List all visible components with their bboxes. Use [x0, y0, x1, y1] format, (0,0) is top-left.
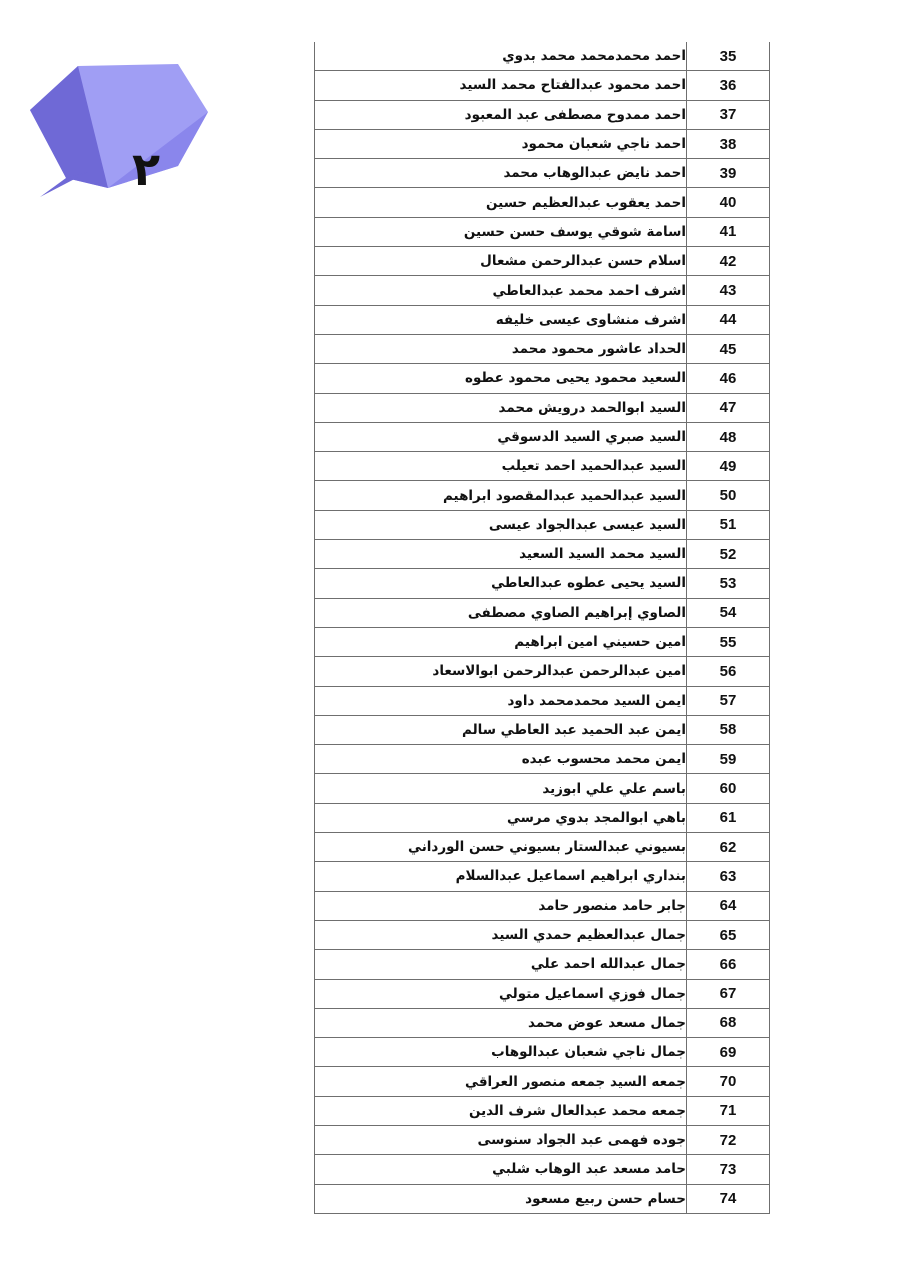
row-name: جمال عبدالله احمد علي — [315, 950, 687, 979]
row-name: جمعه السيد جمعه منصور العراقي — [315, 1067, 687, 1096]
table-row — [315, 217, 770, 246]
row-name: احمد نايض عبدالوهاب محمد — [315, 159, 687, 188]
speech-bubble-icon — [28, 60, 212, 200]
row-name: السعيد محمود يحيى محمود عطوه — [315, 364, 687, 393]
table-row — [315, 188, 770, 217]
row-number: 55 — [687, 627, 770, 656]
row-number: 71 — [687, 1096, 770, 1125]
table-row — [315, 979, 770, 1008]
table-row — [315, 100, 770, 129]
row-name: امين حسيني امين ابراهيم — [315, 627, 687, 656]
table-row — [315, 1125, 770, 1154]
table-row — [315, 774, 770, 803]
row-number: 56 — [687, 657, 770, 686]
row-name: جمال عبدالعظيم حمدي السيد — [315, 920, 687, 949]
table-row — [315, 452, 770, 481]
row-number: 61 — [687, 803, 770, 832]
table-row — [315, 334, 770, 363]
table-row — [315, 540, 770, 569]
row-name: حسام حسن ربيع مسعود — [315, 1184, 687, 1213]
row-name: السيد صبري السيد الدسوقي — [315, 422, 687, 451]
row-number: 51 — [687, 510, 770, 539]
row-number: 50 — [687, 481, 770, 510]
row-name: السيد ابوالحمد درويش محمد — [315, 393, 687, 422]
row-name: اسلام حسن عبدالرحمن مشعال — [315, 247, 687, 276]
row-name: احمد يعقوب عبدالعظيم حسين — [315, 188, 687, 217]
row-number: 37 — [687, 100, 770, 129]
row-number: 43 — [687, 276, 770, 305]
names-table — [314, 42, 770, 1214]
row-number: 60 — [687, 774, 770, 803]
row-name: حامد مسعد عبد الوهاب شلبي — [315, 1155, 687, 1184]
row-name: الصاوي إبراهيم الصاوي مصطفى — [315, 598, 687, 627]
row-name: باهي ابوالمجد بدوي مرسي — [315, 803, 687, 832]
table-row — [315, 42, 770, 71]
table-row — [315, 627, 770, 656]
row-number: 68 — [687, 1008, 770, 1037]
table-row — [315, 803, 770, 832]
row-name: احمد محمود عبدالفتاح محمد السيد — [315, 71, 687, 100]
row-name: جابر حامد منصور حامد — [315, 891, 687, 920]
row-number: 48 — [687, 422, 770, 451]
table-row — [315, 891, 770, 920]
row-name: ايمن محمد محسوب عبده — [315, 745, 687, 774]
row-number: 54 — [687, 598, 770, 627]
row-number: 36 — [687, 71, 770, 100]
row-number: 72 — [687, 1125, 770, 1154]
row-number: 45 — [687, 334, 770, 363]
table-row — [315, 364, 770, 393]
row-number: 35 — [687, 42, 770, 71]
row-name: الحداد عاشور محمود محمد — [315, 334, 687, 363]
table-row — [315, 657, 770, 686]
row-name: ايمن السيد محمدمحمد داود — [315, 686, 687, 715]
row-number: 64 — [687, 891, 770, 920]
row-name: جمعه محمد عبدالعال شرف الدين — [315, 1096, 687, 1125]
table-row — [315, 247, 770, 276]
row-number: 39 — [687, 159, 770, 188]
row-name: اشرف احمد محمد عبدالعاطي — [315, 276, 687, 305]
table-row — [315, 1184, 770, 1213]
row-number: 66 — [687, 950, 770, 979]
table-row — [315, 686, 770, 715]
row-name: احمد ممدوح مصطفى عبد المعبود — [315, 100, 687, 129]
row-number: 40 — [687, 188, 770, 217]
row-number: 47 — [687, 393, 770, 422]
row-number: 63 — [687, 862, 770, 891]
row-number: 44 — [687, 305, 770, 334]
table-row — [315, 1155, 770, 1184]
row-number: 38 — [687, 129, 770, 158]
table-row — [315, 569, 770, 598]
row-name: احمد محمدمحمد محمد بدوي — [315, 42, 687, 71]
row-number: 58 — [687, 715, 770, 744]
row-name: السيد محمد السيد السعيد — [315, 540, 687, 569]
table-row — [315, 1067, 770, 1096]
table-row — [315, 833, 770, 862]
page-number: ٢ — [132, 142, 161, 196]
table-row — [315, 1096, 770, 1125]
table-row — [315, 598, 770, 627]
table-row — [315, 862, 770, 891]
row-name: بنداري ابراهيم اسماعيل عبدالسلام — [315, 862, 687, 891]
row-name: اسامة شوقي يوسف حسن حسين — [315, 217, 687, 246]
table-row — [315, 715, 770, 744]
row-number: 41 — [687, 217, 770, 246]
row-number: 53 — [687, 569, 770, 598]
table-row — [315, 950, 770, 979]
row-name: السيد عيسى عبدالجواد عيسى — [315, 510, 687, 539]
row-number: 42 — [687, 247, 770, 276]
row-number: 69 — [687, 1038, 770, 1067]
row-number: 70 — [687, 1067, 770, 1096]
row-number: 74 — [687, 1184, 770, 1213]
row-name: السيد يحيى عطوه عبدالعاطي — [315, 569, 687, 598]
row-name: بسيوني عبدالستار بسيوني حسن الورداني — [315, 833, 687, 862]
row-number: 52 — [687, 540, 770, 569]
row-name: اشرف منشاوى عيسى خليفه — [315, 305, 687, 334]
row-name: جمال ناجي شعبان عبدالوهاب — [315, 1038, 687, 1067]
row-name: جوده فهمى عبد الجواد سنوسى — [315, 1125, 687, 1154]
table-row — [315, 159, 770, 188]
table-row — [315, 305, 770, 334]
row-name: امين عبدالرحمن عبدالرحمن ابوالاسعاد — [315, 657, 687, 686]
page-number-badge — [28, 60, 212, 200]
table-row — [315, 276, 770, 305]
table-row — [315, 422, 770, 451]
table-row — [315, 129, 770, 158]
row-number: 46 — [687, 364, 770, 393]
row-name: جمال مسعد عوض محمد — [315, 1008, 687, 1037]
table-row — [315, 920, 770, 949]
row-number: 65 — [687, 920, 770, 949]
row-name: باسم علي علي ابوزيد — [315, 774, 687, 803]
row-number: 49 — [687, 452, 770, 481]
row-number: 62 — [687, 833, 770, 862]
row-name: السيد عبدالحميد عبدالمقصود ابراهيم — [315, 481, 687, 510]
table-row — [315, 510, 770, 539]
row-name: ايمن عبد الحميد عبد العاطي سالم — [315, 715, 687, 744]
table-row — [315, 745, 770, 774]
row-name: احمد ناجي شعبان محمود — [315, 129, 687, 158]
row-number: 73 — [687, 1155, 770, 1184]
row-name: السيد عبدالحميد احمد تعيلب — [315, 452, 687, 481]
table-row — [315, 1038, 770, 1067]
table-row — [315, 481, 770, 510]
table-row — [315, 393, 770, 422]
row-number: 67 — [687, 979, 770, 1008]
table-row — [315, 71, 770, 100]
table-row — [315, 1008, 770, 1037]
row-name: جمال فوزي اسماعيل متولي — [315, 979, 687, 1008]
row-number: 59 — [687, 745, 770, 774]
row-number: 57 — [687, 686, 770, 715]
